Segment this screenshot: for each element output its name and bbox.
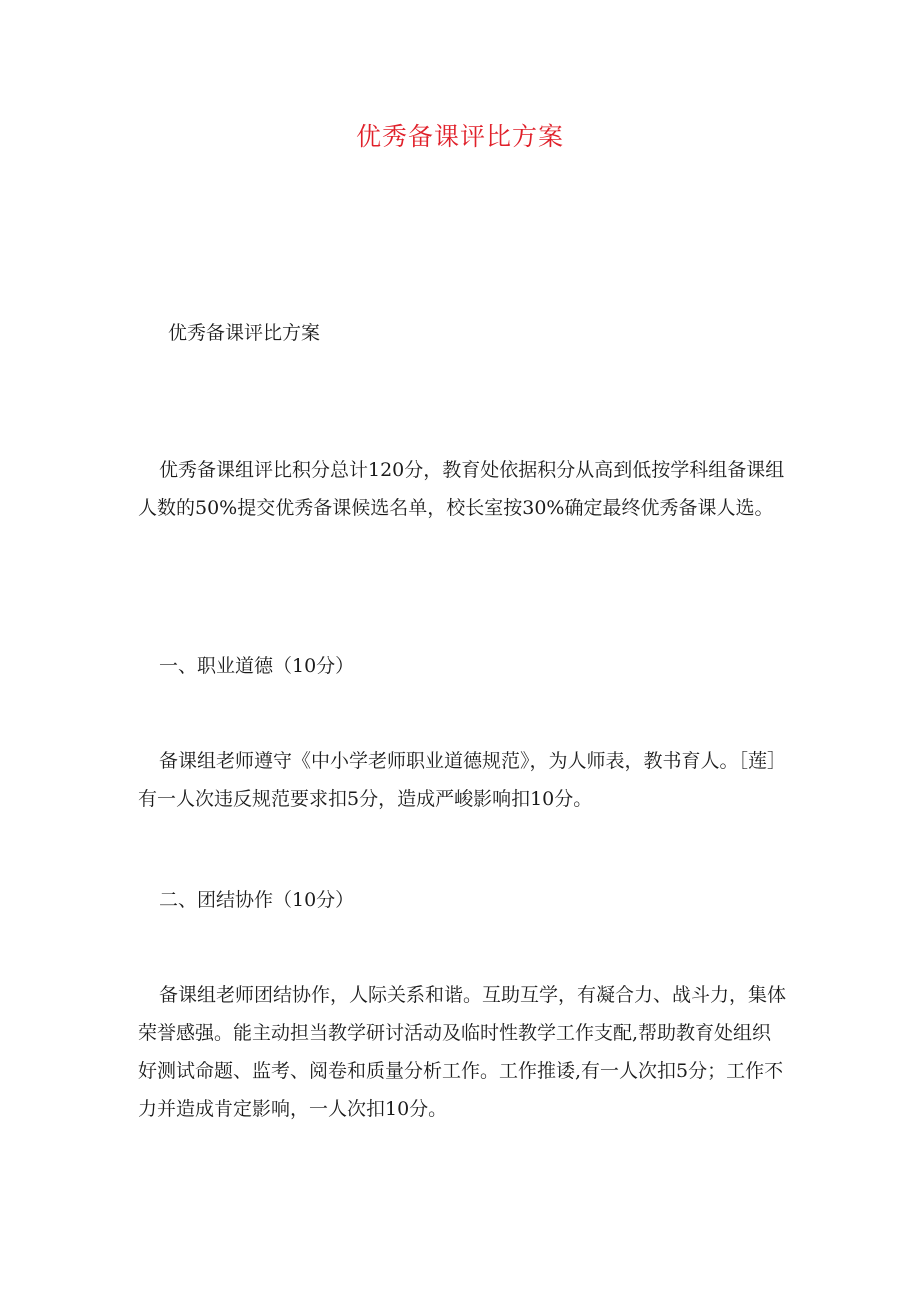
section-heading-professional-ethics: 一、职业道德（10分）	[159, 655, 355, 677]
document-title: 优秀备课评比方案	[355, 122, 564, 151]
document-subtitle: 优秀备课评比方案	[168, 322, 321, 344]
section-body-teamwork: 备课组老师团结协作，人际关系和谐。互助互学，有凝合力、战斗力，集体荣誉感强。能主动担当教学研讨活动及临时性教学工作支配,帮助教育处组织好测试命题、监考、阅卷和质量分析工作。工作推诿,有一人次扣5分；工作不力并造成肯定影响，一人次扣10分。	[138, 984, 787, 1120]
intro-paragraph: 优秀备课组评比积分总计120分，教育处依据积分从高到低按学科组备课组人数的50%提交优秀备课候选名单，校长室按30%确定最终优秀备课人选。	[138, 459, 785, 519]
section-body-professional-ethics: 备课组老师遵守《中小学老师职业道德规范》，为人师表，教书育人。［莲］有一人次违反规范要求扣5分，造成严峻影响扣10分。	[138, 750, 787, 810]
section-heading-teamwork: 二、团结协作（10分）	[159, 889, 355, 911]
